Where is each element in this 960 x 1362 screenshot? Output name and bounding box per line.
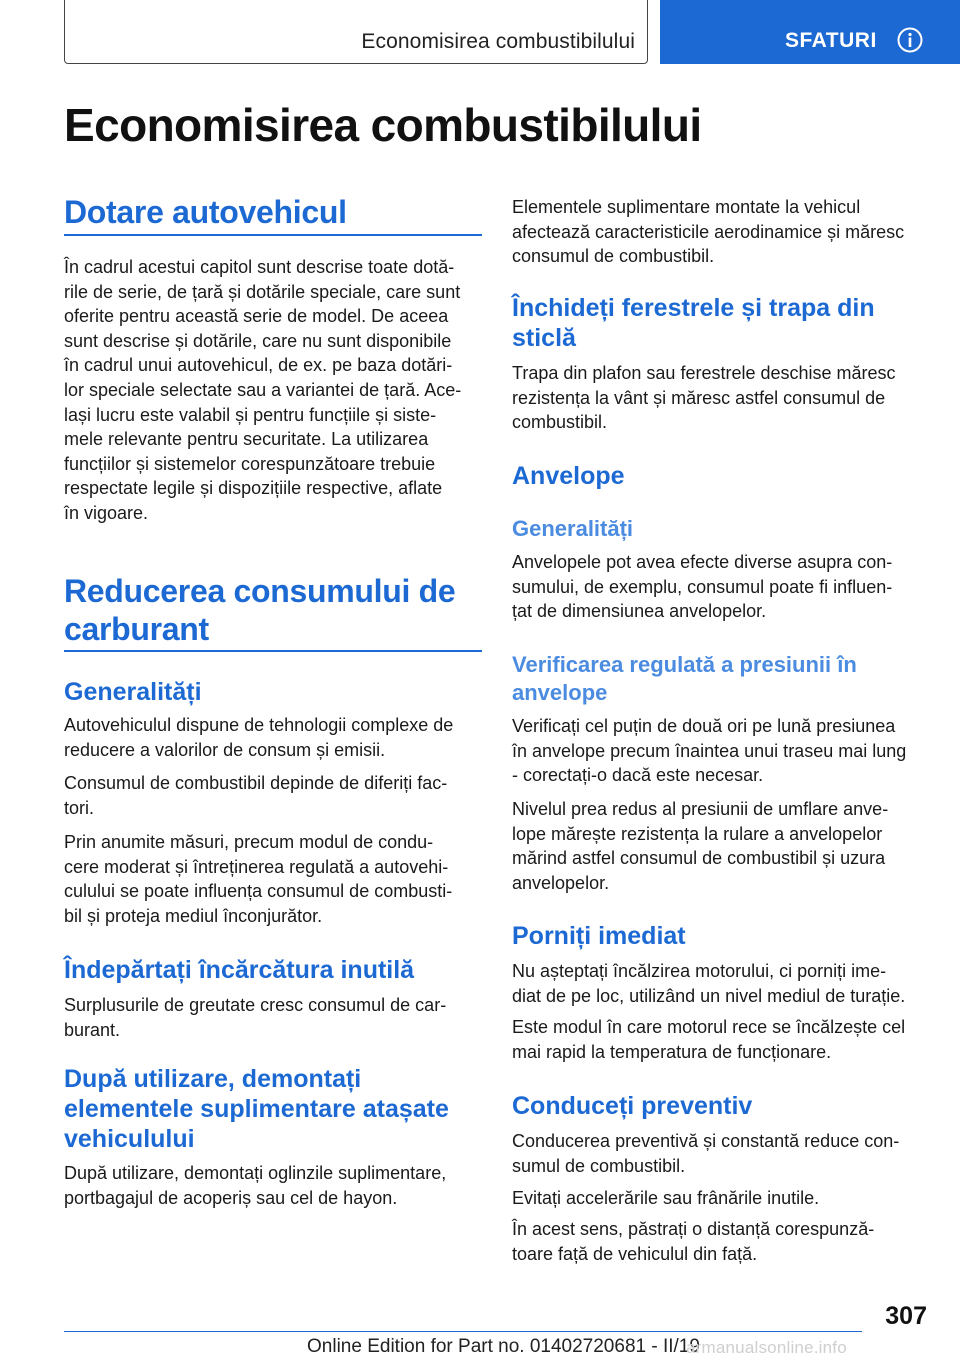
text-line: sumului, de exemplu, consumul poate fi influen‐ bbox=[512, 576, 893, 597]
text-line: în vigoare. bbox=[64, 502, 149, 523]
text-line: vehiculului bbox=[64, 1125, 195, 1153]
text-line: consumul de combustibil. bbox=[512, 246, 715, 267]
text-line: lor speciale selectate sau a variantei de țară. Ace‐ bbox=[64, 379, 462, 400]
text-line: reducere a valorilor de consum și emisii. bbox=[64, 739, 386, 760]
text-line: Consumul de combustibil depinde de diferiți fac‐ bbox=[64, 773, 448, 793]
text-line: tori. bbox=[64, 797, 95, 818]
text-line: rile de serie, de țară și dotările speciale, care sunt bbox=[64, 281, 461, 302]
text-line: sumul de combustibil. bbox=[512, 1155, 686, 1176]
text-line: anvelope bbox=[512, 680, 608, 705]
chapter-header-tab bbox=[64, 0, 648, 64]
attachments-continued-paragraph bbox=[512, 195, 926, 269]
info-icon bbox=[897, 27, 923, 53]
heading-general: Generalități bbox=[64, 678, 202, 706]
footer-divider bbox=[64, 1331, 862, 1332]
heading-unnecessary-load: Îndepărtați încărcătura inutilă bbox=[64, 956, 415, 984]
text-line: După utilizare, demontați oglinzile suplimentare, bbox=[64, 1163, 447, 1183]
section-divider bbox=[64, 234, 482, 236]
drive-paragraph-1 bbox=[512, 1129, 926, 1178]
heading-reduce-line1: Reducerea consumului de bbox=[64, 573, 456, 609]
heading-drive-preventively: Conduceți preventiv bbox=[512, 1092, 753, 1120]
text-line: Nivelul prea redus al presiunii de umflare anve‐ bbox=[512, 799, 889, 819]
text-line: Surplusurile de greutate cresc consumul de car‐ bbox=[64, 995, 447, 1015]
text-line: Prin anumite măsuri, precum modul de condu‐ bbox=[64, 832, 434, 852]
text-line: Verificați cel puțin de două ori pe lună presiunea bbox=[512, 716, 896, 736]
section-label: SFATURI bbox=[785, 29, 877, 52]
heading-start-immediately: Porniți imediat bbox=[512, 922, 686, 950]
text-line: - corectați-o dacă este necesar. bbox=[512, 765, 764, 786]
edition-note: Online Edition for Part no. 01402720681 - II/19 bbox=[307, 1336, 700, 1357]
chapter-title: Economisirea combustibilului bbox=[361, 30, 635, 53]
text-line: rezistența la vânt și măresc astfel consumul de bbox=[512, 387, 886, 408]
text-line: mărind astfel consumul de combustibil și uzura bbox=[512, 848, 886, 869]
text-line: portbagajul de acoperiș sau cel de hayon. bbox=[64, 1187, 398, 1208]
text-line: Nu așteptați încălzirea motorului, ci porniți ime‐ bbox=[512, 961, 887, 981]
tyres-general-paragraph bbox=[512, 550, 926, 624]
text-line: Trapa din plafon sau ferestrele deschise măresc bbox=[512, 363, 896, 383]
heading-equipment: Dotare autovehicul bbox=[64, 194, 347, 230]
unnecessary-load-paragraph bbox=[64, 993, 478, 1042]
text-line: oferite pentru această serie de model. De aceea bbox=[64, 306, 449, 327]
page-title: Economisirea combustibilului bbox=[64, 99, 702, 151]
text-line: În cadrul acestui capitol sunt descrise toate dotă‐ bbox=[64, 257, 455, 277]
heading-tyres: Anvelope bbox=[512, 462, 625, 490]
heading-tyres-general: Generalități bbox=[512, 516, 634, 541]
text-line: Închideți ferestrele și trapa din bbox=[512, 294, 875, 322]
heading-tyre-pressure bbox=[512, 651, 857, 707]
reduce-paragraph-1 bbox=[64, 713, 478, 762]
reduce-paragraph-3 bbox=[64, 830, 478, 928]
text-line: diat de pe loc, utilizând un nivel mediul de turație. bbox=[512, 985, 906, 1006]
text-line: sticlă bbox=[512, 324, 576, 352]
text-line: Evitați accelerările sau frânările inutile. bbox=[512, 1188, 820, 1208]
text-line: Autovehiculul dispune de tehnologii complexe de bbox=[64, 715, 454, 735]
text-line: lași lucru este valabil și pentru funcțiile și siste‐ bbox=[64, 404, 437, 425]
text-line: Este modul în care motorul rece se încălzește cel bbox=[512, 1017, 906, 1037]
text-line: După utilizare, demontați bbox=[64, 1065, 362, 1093]
text-line: burant. bbox=[64, 1019, 121, 1040]
text-line: funcțiilor și sistemelor corespunzătoare trebuie bbox=[64, 453, 436, 474]
watermark: armanualsonline.info bbox=[686, 1338, 847, 1357]
text-line: Anvelopele pot avea efecte diverse asupra con‐ bbox=[512, 552, 893, 572]
text-line: sunt descrise și dotările, care nu sunt disponibile bbox=[64, 330, 452, 351]
text-line: în anvelope precum înaintea unui traseu mai lung bbox=[512, 740, 907, 761]
heading-remove-attachments bbox=[64, 1064, 449, 1154]
text-line: respectate legile și dispozițiile respective, aflate bbox=[64, 478, 443, 499]
text-line: mele relevante pentru securitate. La utilizarea bbox=[64, 429, 429, 450]
section-badge bbox=[660, 0, 960, 64]
text-line: mai rapid la temperatura de funcționare. bbox=[512, 1041, 832, 1062]
section-divider bbox=[64, 650, 482, 652]
windows-paragraph bbox=[512, 361, 926, 435]
text-line: culului se poate influența consumul de combusti‐ bbox=[64, 881, 453, 902]
remove-attachments-paragraph bbox=[64, 1161, 478, 1210]
text-line: lope mărește rezistența la rulare a anvelopelor bbox=[512, 823, 883, 844]
text-line: Conducerea preventivă și constantă reduce con‐ bbox=[512, 1131, 900, 1151]
text-line: toare față de vehiculul din față. bbox=[512, 1243, 758, 1264]
start-paragraph-2 bbox=[512, 1015, 926, 1064]
text-line: anvelopelor. bbox=[512, 872, 610, 893]
tyre-pressure-paragraph-2 bbox=[512, 797, 926, 895]
text-line: afectează caracteristicile aerodinamice și măresc bbox=[512, 221, 905, 242]
page-number: 307 bbox=[885, 1302, 927, 1330]
reduce-paragraph-2 bbox=[64, 771, 478, 820]
drive-paragraph-2 bbox=[512, 1186, 926, 1211]
tyre-pressure-paragraph-1 bbox=[512, 714, 926, 788]
text-line: cere moderat și întreținerea regulată a autovehi‐ bbox=[64, 856, 449, 877]
text-line: țat de dimensiunea anvelopelor. bbox=[512, 601, 767, 622]
drive-paragraph-3 bbox=[512, 1217, 926, 1266]
text-line: Elementele suplimentare montate la vehicul bbox=[512, 197, 861, 217]
text-line: elementele suplimentare atașate bbox=[64, 1095, 449, 1123]
heading-reduce-line2: carburant bbox=[64, 611, 209, 647]
heading-close-windows bbox=[512, 293, 875, 353]
start-paragraph-1 bbox=[512, 959, 926, 1008]
text-line: bil și proteja mediul înconjurător. bbox=[64, 905, 323, 926]
equipment-paragraph bbox=[64, 255, 478, 526]
heading-reduce-consumption bbox=[64, 572, 455, 648]
text-line: în cadrul unui autovehicul, de ex. pe baza dotări‐ bbox=[64, 355, 453, 376]
text-line: combustibil. bbox=[512, 412, 608, 433]
text-line: În acest sens, păstrați o distanță corespunză‐ bbox=[512, 1219, 875, 1239]
text-line: Verificarea regulată a presiunii în bbox=[512, 652, 857, 677]
